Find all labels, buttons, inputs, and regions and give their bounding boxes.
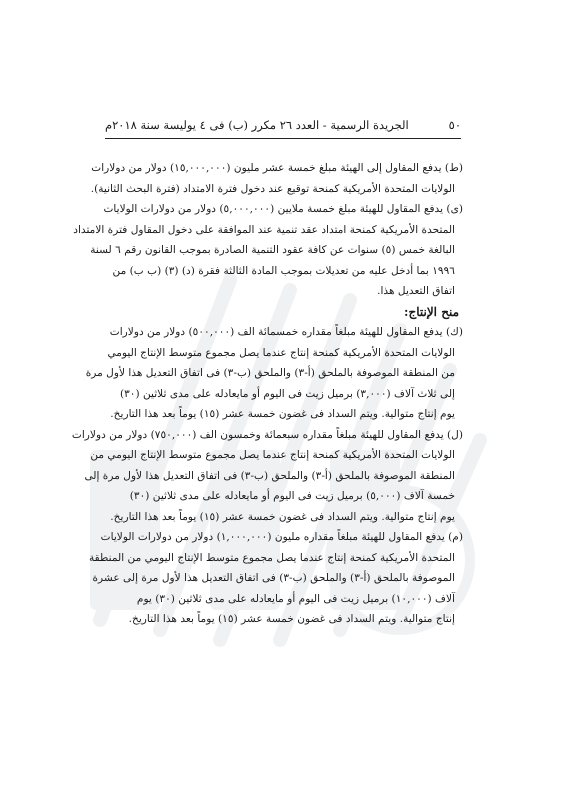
clause-line: الموصوفة بالملحق (أ-٣) والملحق (ب-٣) فى اتفاق التعديل هذا لأول مرة إلى عشرة bbox=[92, 572, 455, 584]
clause-line: من المنطقة الموصوفة بالملحق (أ-٣) والملحق (ب-٣) فى اتفاق التعديل هذا لأول مرة bbox=[85, 367, 455, 379]
clause-line: خمسة آلاف (٥,٠٠٠) برميل زيت فى اليوم أو مايعادله على مدى ثلاثين (٣٠) bbox=[129, 490, 455, 502]
production-clause-k bbox=[85, 322, 463, 425]
clause-line: الولايات المتحدة الأمريكية كمنحة إنتاج عندما يصل مجموع متوسط الإنتاج اليومي من bbox=[90, 449, 455, 461]
document-body bbox=[71, 158, 463, 630]
clause-line: الولايات المتحدة الأمريكية كمنحة توقيع عند دخول فترة الامتداد (فترة البحث الثانية). bbox=[90, 182, 455, 195]
clause-line: البالغة خمس (٥) سنوات عن كافة عقود التنمية الصادرة بموجب القانون رقم ٦ لسنة bbox=[90, 244, 455, 256]
clause-line: ١٩٩٦ بما أدخل عليه من تعديلات بموجب المادة الثالثة فقرة (د) (٣) (ب ب) من bbox=[112, 264, 455, 277]
header-divider bbox=[105, 138, 461, 139]
clause-line: (ط) يدفع المقاول إلى الهيئة مبلغ خمسة عشر مليون (١٥,٠٠٠,٠٠٠) دولار من دولارات bbox=[91, 162, 463, 174]
production-clause-m bbox=[88, 527, 463, 630]
clause-block bbox=[73, 158, 463, 302]
clause-line: (م) يدفع المقاول للهيئة مبلغاً مقداره مليون (١,٠٠٠,٠٠٠) دولار من دولارات الولايات bbox=[100, 531, 463, 543]
clause-line: (ى) يدفع المقاول للهيئة مبلغ خمسة ملايين (٥,٠٠٠,٠٠٠) دولار من دولارات الولايات bbox=[103, 203, 463, 215]
clause-line: (ك) يدفع المقاول للهيئة مبلغاً مقداره خمسمائة الف (٥٠٠,٠٠٠) دولار من دولارات bbox=[109, 326, 463, 338]
clause-line: اتفاق التعديل هذا. bbox=[377, 285, 455, 297]
publication-info: الجريدة الرسمية - العدد ٢٦ مكرر (ب) فى ٤ يوليسة سنة ٢٠١٨م bbox=[105, 118, 409, 132]
clause-line: المتحدة الأمريكية كمنحة إنتاج عندما يصل مجموع متوسط الإنتاج اليومي من المنطقة bbox=[88, 551, 455, 564]
clause-line: الولايات المتحدة الأمريكية كمنحة إنتاج عندما يصل مجموع متوسط الإنتاج اليومي bbox=[107, 346, 455, 359]
page-number: ٥٠ bbox=[448, 118, 461, 132]
clause-line: المنطقة الموصوفة بالملحق (أ-٣) والملحق (ب-٣) فى اتفاق التعديل هذا لأول مرة إلى bbox=[84, 469, 455, 482]
clause-line: إلى ثلاث آلاف (٣,٠٠٠) برميل زيت فى اليوم أو مايعادله على مدى ثلاثين (٣٠) bbox=[119, 387, 455, 400]
clause-line: يوم إنتاج متوالية. ويتم السداد فى غضون خمسة عشر (١٥) يوماً بعد هذا التاريخ. bbox=[110, 510, 455, 523]
clause-line: يوم إنتاج متوالية. ويتم السداد فى غضون خمسة عشر (١٥) يوماً بعد هذا التاريخ. bbox=[110, 408, 455, 420]
section-title: منح الإنتاج: bbox=[404, 304, 459, 319]
page-header bbox=[105, 118, 461, 132]
clause-line: آلاف (١٠,٠٠٠) برميل زيت فى اليوم أو مايعادله على مدى ثلاثين (٣٠) يوم bbox=[136, 592, 455, 605]
production-clause-l bbox=[71, 425, 463, 528]
clause-line: (ل) يدفع المقاول للهيئة مبلغاً مقداره سبعمائة وخمسون الف (٧٥٠,٠٠٠) دولار من دولارات bbox=[71, 428, 463, 441]
clause-line: المتحدة الأمريكية كمنحة امتداد عقد تنمية عند الموافقة على دخول المقاول فترة الامتداد bbox=[73, 223, 455, 236]
clause-line: إنتاج متوالية. ويتم السداد فى غضون خمسة عشر (١٥) يوماً بعد هذا التاريخ. bbox=[128, 613, 455, 625]
